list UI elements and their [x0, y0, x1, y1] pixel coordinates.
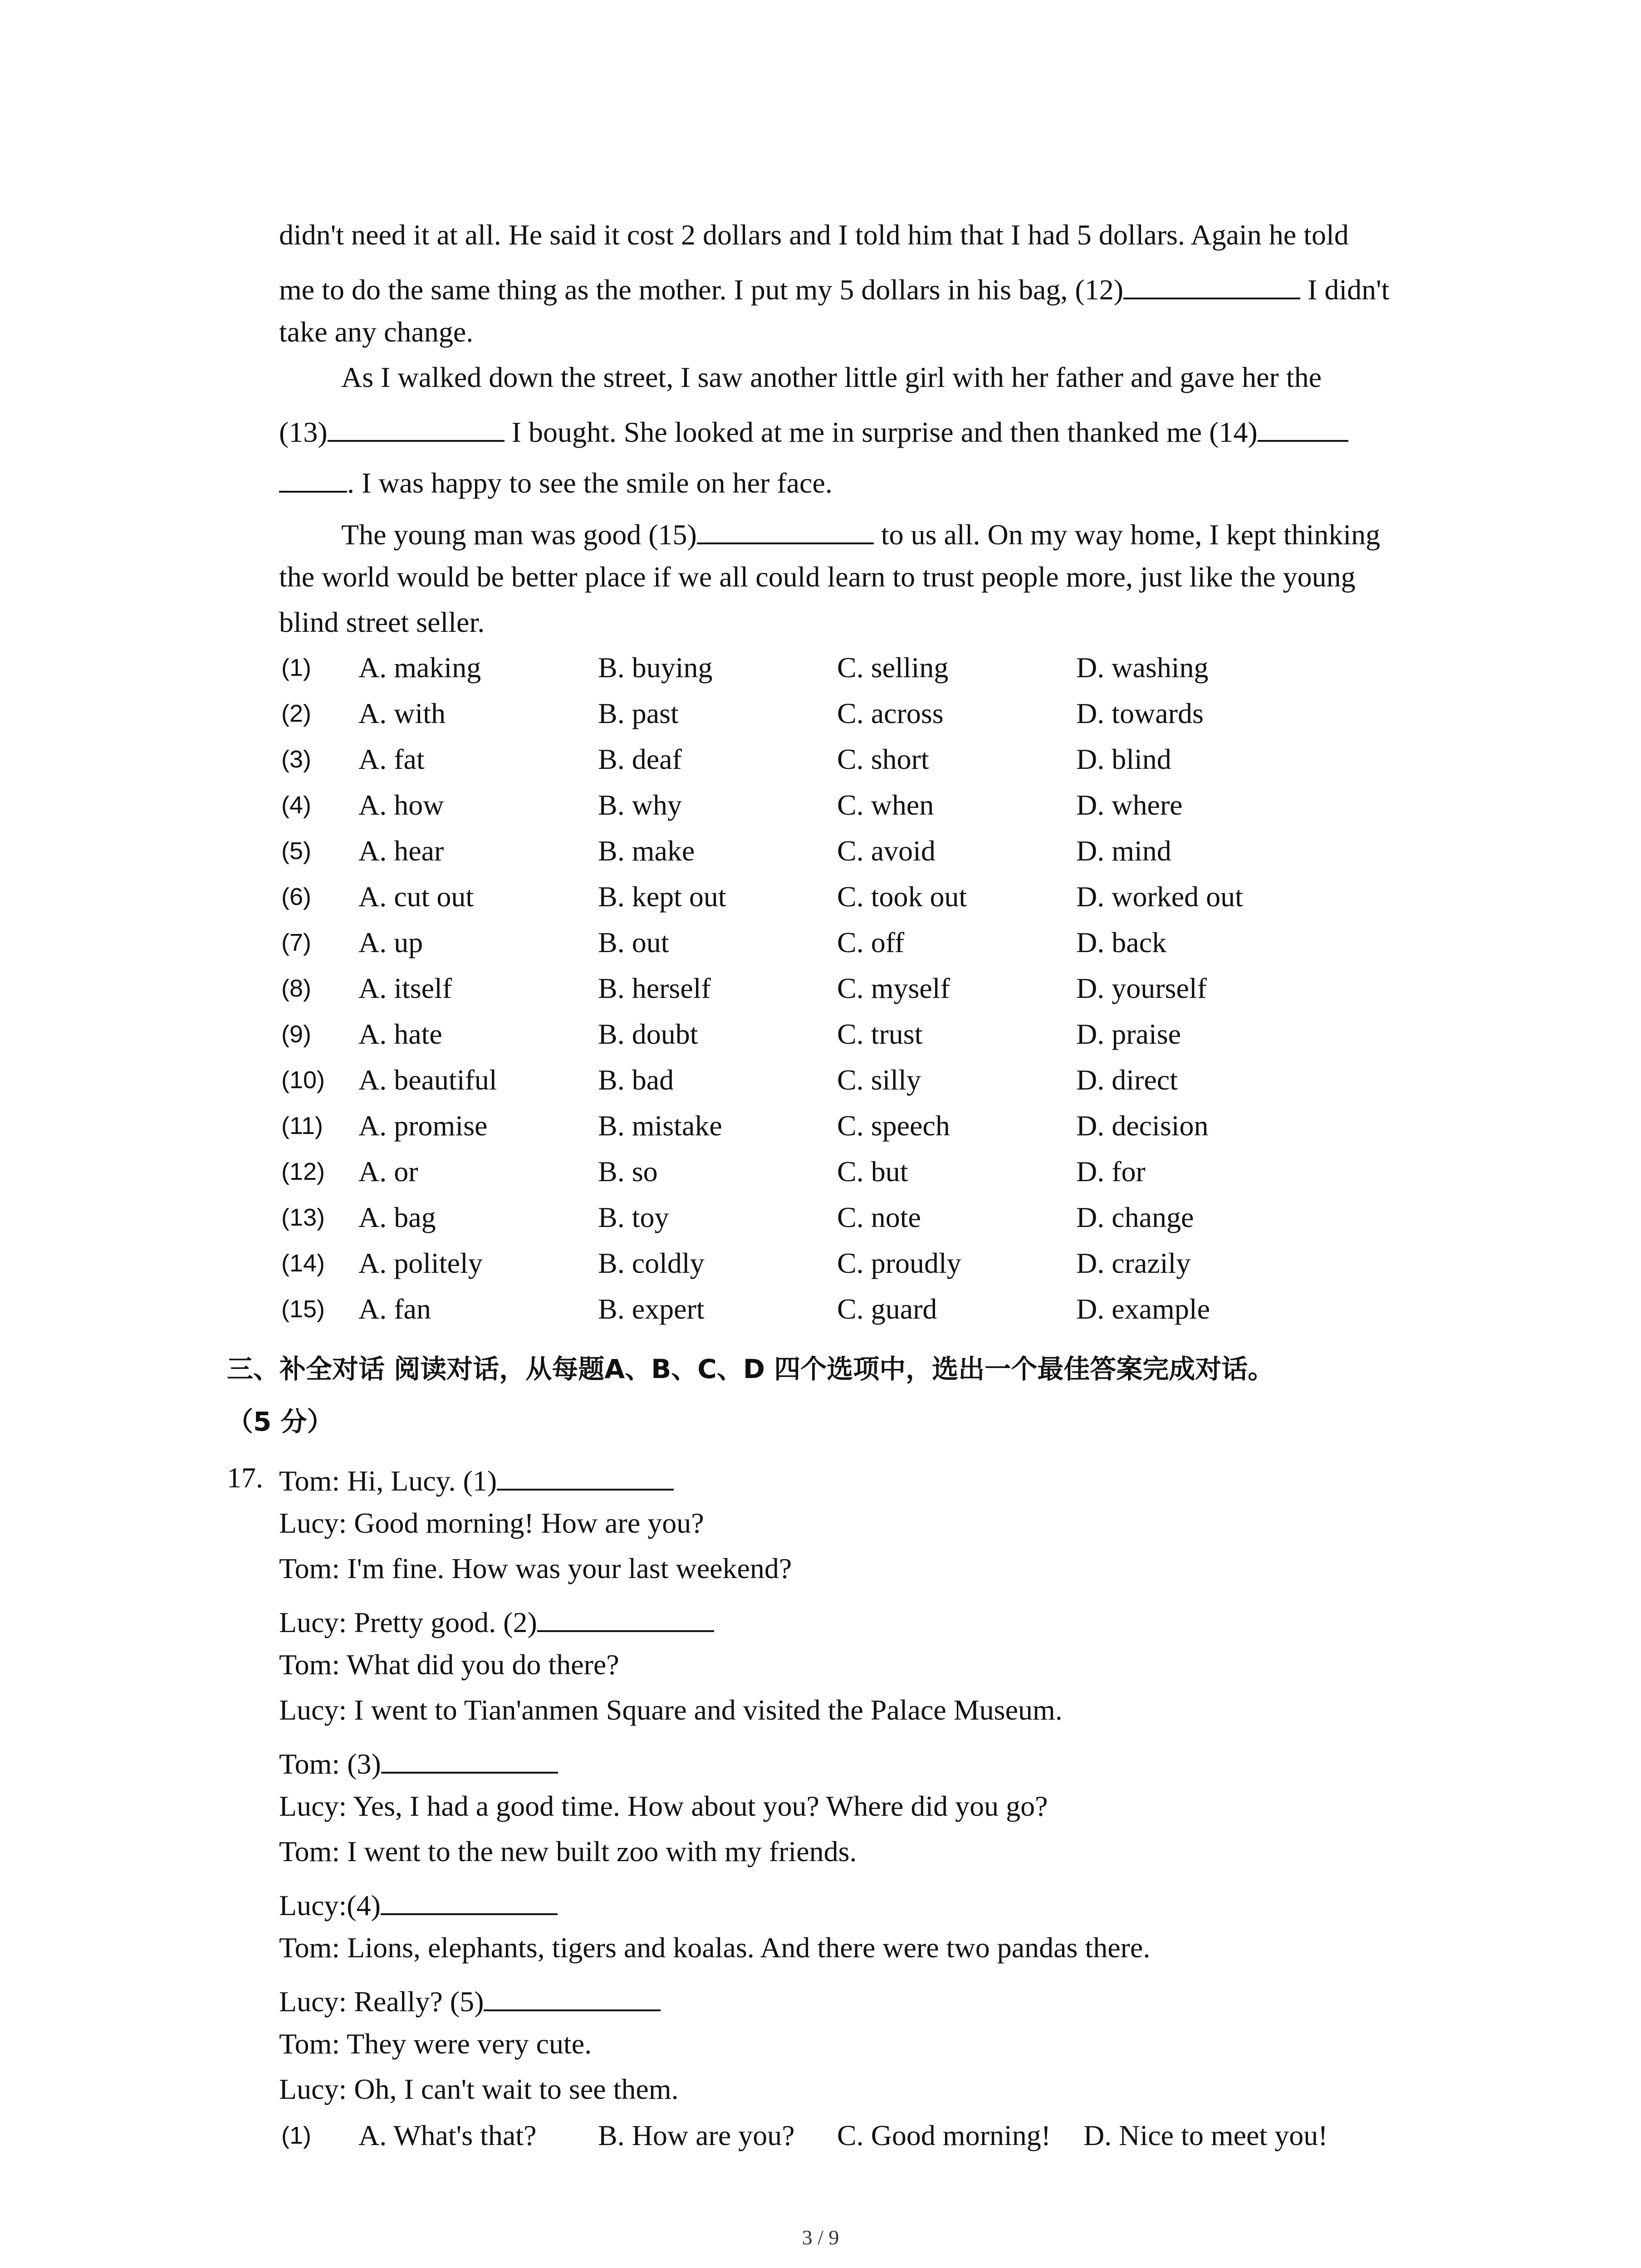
option-b[interactable]: B. How are you?	[598, 2119, 795, 2151]
dialogue-line	[279, 1505, 704, 1541]
question-number: (11)	[281, 1112, 323, 1139]
option-b[interactable]: B. out	[598, 926, 669, 958]
question-number: (4)	[281, 792, 311, 819]
passage-text: . I was happy to see the smile on her face.	[347, 467, 833, 499]
passage-text: I didn't	[1300, 274, 1390, 306]
option-d[interactable]: D. example	[1076, 1293, 1210, 1325]
dialogue-line	[279, 1692, 1063, 1728]
option-c[interactable]: C. Good morning!	[837, 2119, 1051, 2151]
dialogue-text: Tom: I'm fine. How was your last weekend?	[279, 1552, 792, 1584]
section-heading-score: （5 分）	[227, 1406, 333, 1437]
section-heading: 三、补全对话 阅读对话，从每题A、B、C、D 四个选项中，选出一个最佳答案完成对话。	[227, 1354, 1274, 1384]
page-number: 3 / 9	[802, 2226, 839, 2249]
dialogue-line	[279, 2026, 592, 2062]
question-number-17: 17.	[227, 1461, 263, 1494]
dialogue-text: Lucy: Oh, I can't wait to see them.	[279, 2073, 679, 2105]
option-d[interactable]: D. praise	[1076, 1018, 1181, 1050]
dialogue-text: Tom: What did you do there?	[279, 1648, 619, 1681]
question-number: (2)	[281, 700, 311, 727]
dialogue-text: Lucy: Yes, I had a good time. How about you? Where did you go?	[279, 1790, 1048, 1822]
option-b[interactable]: B. why	[598, 789, 682, 821]
question-number: (12)	[281, 1158, 325, 1185]
answer-blank-12	[1123, 269, 1300, 299]
passage-text: take any change.	[279, 316, 474, 348]
dialogue-blank-1	[497, 1460, 674, 1491]
dialogue-line	[279, 1460, 674, 1499]
option-a[interactable]: A. promise	[358, 1110, 488, 1142]
option-a[interactable]: A. fan	[358, 1293, 431, 1325]
option-a[interactable]: A. making	[358, 651, 481, 684]
option-d[interactable]: D. change	[1076, 1201, 1194, 1233]
option-b[interactable]: B. buying	[598, 651, 713, 684]
option-a[interactable]: A. or	[358, 1155, 418, 1188]
dialogue-line	[279, 1647, 619, 1683]
dialogue-text: Lucy:(4)	[279, 1889, 381, 1921]
option-c[interactable]: C. silly	[837, 1064, 921, 1096]
option-a[interactable]: A. hear	[358, 835, 444, 867]
passage-text: I bought. She looked at me in surprise and then thanked me (14)	[504, 416, 1258, 448]
passage-line	[341, 359, 1322, 396]
option-c[interactable]: C. selling	[837, 651, 949, 684]
option-b[interactable]: B. so	[598, 1155, 658, 1188]
option-d[interactable]: D. decision	[1076, 1110, 1209, 1142]
question-number: (8)	[281, 975, 311, 1002]
question-number: (7)	[281, 929, 311, 956]
option-b[interactable]: B. kept out	[598, 880, 726, 913]
dialogue-blank-3	[381, 1743, 558, 1774]
option-b[interactable]: B. toy	[598, 1201, 669, 1233]
dialogue-blank-5	[484, 1980, 661, 2011]
dialogue-text: Tom: I went to the new built zoo with my friends.	[279, 1835, 857, 1867]
option-a[interactable]: A. hate	[358, 1018, 442, 1050]
dialogue-line	[279, 1601, 714, 1641]
option-b[interactable]: B. make	[598, 835, 695, 867]
dialogue-line	[279, 1980, 661, 2020]
passage-text: me to do the same thing as the mother. I put my 5 dollars in his bag, (12)	[279, 274, 1124, 306]
passage-line	[279, 604, 485, 640]
passage-text: The young man was good (15)	[341, 518, 697, 551]
question-number: (1)	[281, 2122, 311, 2149]
option-c[interactable]: C. trust	[837, 1018, 923, 1050]
dialogue-line	[279, 1930, 1150, 1966]
answer-blank-14	[1258, 411, 1348, 442]
dialogue-line	[279, 2071, 679, 2107]
dialogue-text: Lucy: Really? (5)	[279, 1985, 484, 2018]
passage-text: As I walked down the street, I saw another little girl with her father and gave her the	[341, 361, 1322, 393]
passage-line	[279, 411, 1348, 450]
passage-line	[341, 513, 1380, 553]
option-a[interactable]: A. beautiful	[358, 1064, 497, 1096]
option-c[interactable]: C. short	[837, 743, 929, 775]
question-number: (10)	[281, 1066, 325, 1094]
dialogue-line	[279, 1884, 558, 1924]
option-d[interactable]: D. mind	[1076, 835, 1171, 867]
option-d[interactable]: D. crazily	[1076, 1247, 1191, 1279]
option-d[interactable]: D. back	[1076, 926, 1167, 958]
option-c[interactable]: C. took out	[837, 880, 967, 913]
option-d[interactable]: D. Nice to meet you!	[1083, 2119, 1328, 2151]
dialogue-line	[279, 1550, 792, 1587]
option-a[interactable]: A. bag	[358, 1201, 436, 1233]
passage-line	[279, 269, 1389, 308]
question-number: (15)	[281, 1295, 325, 1323]
dialogue-text: Tom: (3)	[279, 1748, 381, 1780]
option-d[interactable]: D. blind	[1076, 743, 1171, 775]
dialogue-blank-4	[381, 1884, 558, 1915]
dialogue-text: Tom: They were very cute.	[279, 2028, 592, 2060]
question-number: (14)	[281, 1250, 325, 1277]
dialogue-text: Tom: Hi, Lucy. (1)	[279, 1465, 497, 1497]
answer-blank-14-cont	[279, 462, 347, 493]
option-c[interactable]: C. off	[837, 926, 905, 958]
question-number: (1)	[281, 654, 311, 681]
option-c[interactable]: C. guard	[837, 1293, 937, 1325]
answer-blank-13	[328, 411, 505, 442]
option-b[interactable]: B. herself	[598, 972, 711, 1004]
option-b[interactable]: B. expert	[598, 1293, 705, 1325]
option-b[interactable]: B. deaf	[598, 743, 682, 775]
option-a[interactable]: A. politely	[358, 1247, 483, 1279]
dialogue-text: Tom: Lions, elephants, tigers and koalas. And there were two pandas there.	[279, 1931, 1151, 1964]
option-c[interactable]: C. proudly	[837, 1247, 961, 1279]
passage-line	[279, 559, 1356, 595]
option-a[interactable]: A. with	[358, 697, 446, 729]
question-number: (6)	[281, 883, 311, 910]
passage-line	[279, 217, 1349, 253]
option-c[interactable]: C. avoid	[837, 835, 936, 867]
option-d[interactable]: D. for	[1076, 1155, 1146, 1188]
option-a[interactable]: A. how	[358, 789, 444, 821]
passage-line	[279, 462, 833, 501]
option-a[interactable]: A. What's that?	[358, 2119, 537, 2151]
option-a[interactable]: A. cut out	[358, 880, 474, 913]
passage-line	[279, 314, 473, 350]
option-d[interactable]: D. yourself	[1076, 972, 1207, 1004]
answer-blank-15	[697, 513, 874, 544]
option-d[interactable]: D. towards	[1076, 697, 1204, 729]
passage-text: didn't need it at all. He said it cost 2 dollars and I told him that I had 5 dollars. Again he told	[279, 219, 1349, 251]
option-d[interactable]: D. washing	[1076, 651, 1209, 684]
passage-text: the world would be better place if we all could learn to trust people more, just like the young	[279, 561, 1356, 593]
option-d[interactable]: D. where	[1076, 789, 1183, 821]
option-b[interactable]: B. bad	[598, 1064, 674, 1096]
option-c[interactable]: C. across	[837, 697, 944, 729]
option-b[interactable]: B. mistake	[598, 1110, 722, 1142]
dialogue-blank-2	[537, 1601, 714, 1632]
dialogue-line	[279, 1788, 1048, 1824]
dialogue-text: Lucy: Good morning! How are you?	[279, 1507, 704, 1539]
option-b[interactable]: B. past	[598, 697, 679, 729]
question-number: (3)	[281, 746, 311, 773]
passage-text: to us all. On my way home, I kept thinking	[873, 518, 1381, 551]
option-c[interactable]: C. myself	[837, 972, 950, 1004]
dialogue-text: Lucy: Pretty good. (2)	[279, 1606, 537, 1638]
option-c[interactable]: C. but	[837, 1155, 908, 1188]
option-b[interactable]: B. doubt	[598, 1018, 698, 1050]
option-d[interactable]: D. direct	[1076, 1064, 1178, 1096]
option-d[interactable]: D. worked out	[1076, 880, 1243, 913]
option-c[interactable]: C. note	[837, 1201, 921, 1233]
passage-text: (13)	[279, 416, 328, 448]
option-c[interactable]: C. speech	[837, 1110, 950, 1142]
passage-text: blind street seller.	[279, 606, 485, 638]
dialogue-line	[279, 1833, 857, 1870]
dialogue-line	[279, 1743, 558, 1782]
option-b[interactable]: B. coldly	[598, 1247, 705, 1279]
dialogue-text: Lucy: I went to Tian'anmen Square and visited the Palace Museum.	[279, 1694, 1063, 1726]
option-c[interactable]: C. when	[837, 789, 934, 821]
question-number: (9)	[281, 1021, 311, 1048]
option-a[interactable]: A. fat	[358, 743, 425, 775]
option-a[interactable]: A. itself	[358, 972, 452, 1004]
option-a[interactable]: A. up	[358, 926, 423, 958]
question-number: (5)	[281, 837, 311, 865]
question-number: (13)	[281, 1204, 325, 1231]
